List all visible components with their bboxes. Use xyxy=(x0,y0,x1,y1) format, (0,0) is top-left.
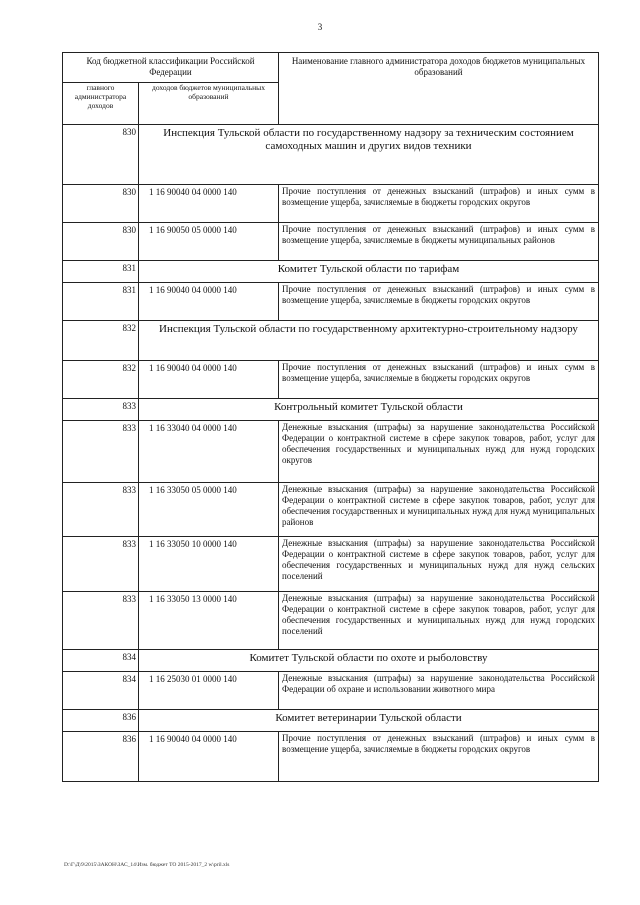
section-header-row xyxy=(63,399,599,421)
admin-code-cell: 832 xyxy=(63,361,139,399)
admin-code-cell: 832 xyxy=(63,321,139,361)
income-code-cell: 1 16 90040 04 0000 140 xyxy=(139,361,279,399)
table-row xyxy=(63,592,599,650)
admin-code-cell: 833 xyxy=(63,592,139,650)
table-row xyxy=(63,537,599,592)
admin-code-cell: 830 xyxy=(63,223,139,261)
income-column-header: доходов бюджетов муниципальных образований xyxy=(139,83,279,125)
table-row xyxy=(63,672,599,710)
income-description-cell: Денежные взыскания (штрафы) за нарушение законодательства Российской Федерации о контрактной системе в сфере закупок товаров, работ, услуг для обеспечения государственных и муниципальных нужд для нужд городских поселений xyxy=(279,592,599,650)
administrator-name-cell: Комитет Тульской области по тарифам xyxy=(139,261,599,283)
table-row xyxy=(63,283,599,321)
table-row xyxy=(63,361,599,399)
income-description-cell: Прочие поступления от денежных взысканий (штрафов) и иных сумм в возмещение ущерба, зачисляемые в бюджеты городских округов xyxy=(279,283,599,321)
admin-code-cell: 833 xyxy=(63,421,139,483)
income-description-cell: Денежные взыскания (штрафы) за нарушение законодательства Российской Федерации о контрактной системе в сфере закупок товаров, работ, услуг для обеспечения государственных и муниципальных нужд для нужд муниципальных районов xyxy=(279,483,599,537)
file-path-footer: D:\Г\Д\9\2015\ЗАКОН\ЗАС_14\Изм. бюджет ТО 2015-2017_2 w\pril.xls xyxy=(64,862,230,868)
admin-code-cell: 833 xyxy=(63,483,139,537)
admin-code-cell: 834 xyxy=(63,672,139,710)
code-group-header: Код бюджетной классификации Российской Федерации xyxy=(63,53,279,83)
admin-code-cell: 833 xyxy=(63,399,139,421)
page-number: 3 xyxy=(317,22,323,32)
administrator-name-cell: Инспекция Тульской области по государственному надзору за техническим состоянием самоходных машин и других видов техники xyxy=(139,125,599,185)
income-description-cell: Прочие поступления от денежных взысканий (штрафов) и иных сумм в возмещение ущерба, зачисляемые в бюджеты городских округов xyxy=(279,185,599,223)
table-row xyxy=(63,421,599,483)
income-code-cell: 1 16 90040 04 0000 140 xyxy=(139,732,279,782)
section-header-row xyxy=(63,321,599,361)
income-code-cell: 1 16 33050 05 0000 140 xyxy=(139,483,279,537)
income-code-cell: 1 16 33040 04 0000 140 xyxy=(139,421,279,483)
section-header-row xyxy=(63,261,599,283)
admin-code-cell: 834 xyxy=(63,650,139,672)
table-body xyxy=(63,125,599,782)
admin-code-cell: 833 xyxy=(63,537,139,592)
table-row xyxy=(63,185,599,223)
admin-code-cell: 831 xyxy=(63,283,139,321)
administrator-name-cell: Комитет ветеринарии Тульской области xyxy=(139,710,599,732)
administrator-name-cell: Инспекция Тульской области по государственному архитектурно-строительному надзору xyxy=(139,321,599,361)
income-description-cell: Денежные взыскания (штрафы) за нарушение законодательства Российской Федерации об охране и использовании животного мира xyxy=(279,672,599,710)
income-code-cell: 1 16 90050 05 0000 140 xyxy=(139,223,279,261)
income-description-cell: Денежные взыскания (штрафы) за нарушение законодательства Российской Федерации о контрактной системе в сфере закупок товаров, работ, услуг для обеспечения государственных и муниципальных нужд для нужд городских округов xyxy=(279,421,599,483)
income-code-cell: 1 16 90040 04 0000 140 xyxy=(139,185,279,223)
income-code-cell: 1 16 33050 13 0000 140 xyxy=(139,592,279,650)
name-column-header: Наименование главного администратора доходов бюджетов муниципальных образований xyxy=(279,53,599,125)
income-code-cell: 1 16 90040 04 0000 140 xyxy=(139,283,279,321)
income-code-cell: 1 16 25030 01 0000 140 xyxy=(139,672,279,710)
income-description-cell: Прочие поступления от денежных взысканий (штрафов) и иных сумм в возмещение ущерба, зачисляемые в бюджеты городских округов xyxy=(279,732,599,782)
admin-code-cell: 830 xyxy=(63,125,139,185)
income-description-cell: Прочие поступления от денежных взысканий (штрафов) и иных сумм в возмещение ущерба, зачисляемые в бюджеты муниципальных районов xyxy=(279,223,599,261)
section-header-row xyxy=(63,650,599,672)
table-row xyxy=(63,732,599,782)
income-code-cell: 1 16 33050 10 0000 140 xyxy=(139,537,279,592)
admin-column-header: главного администратора доходов xyxy=(63,83,139,125)
administrator-name-cell: Контрольный комитет Тульской области xyxy=(139,399,599,421)
budget-classification-table xyxy=(62,52,599,782)
section-header-row xyxy=(63,125,599,185)
administrator-name-cell: Комитет Тульской области по охоте и рыболовству xyxy=(139,650,599,672)
income-description-cell: Прочие поступления от денежных взысканий (штрафов) и иных сумм в возмещение ущерба, зачисляемые в бюджеты городских округов xyxy=(279,361,599,399)
income-description-cell: Денежные взыскания (штрафы) за нарушение законодательства Российской Федерации о контрактной системе в сфере закупок товаров, работ, услуг для обеспечения государственных и муниципальных нужд для нужд сельских поселений xyxy=(279,537,599,592)
section-header-row xyxy=(63,710,599,732)
admin-code-cell: 836 xyxy=(63,710,139,732)
admin-code-cell: 831 xyxy=(63,261,139,283)
admin-code-cell: 836 xyxy=(63,732,139,782)
table-row xyxy=(63,223,599,261)
table-row xyxy=(63,483,599,537)
admin-code-cell: 830 xyxy=(63,185,139,223)
